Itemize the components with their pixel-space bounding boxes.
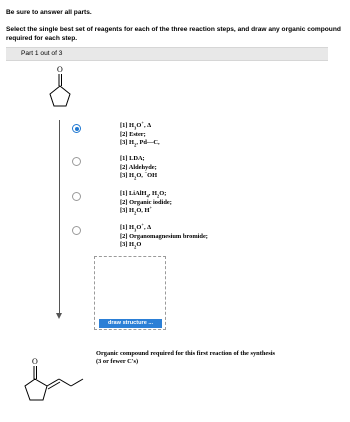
option-2-step-3: [3] $H_2O$, −OH xyxy=(120,170,158,181)
option-1-step-1: [1] $H_3O^+$, Δ xyxy=(120,119,152,131)
svg-text:O: O xyxy=(57,65,63,74)
part-label: Part 1 out of 3 xyxy=(21,50,63,57)
option-1-step-2: [2] Ester; xyxy=(120,130,146,138)
synthesis-arrow-head-icon xyxy=(56,313,62,319)
radio-option-1[interactable] xyxy=(72,124,81,133)
required-compound-caption: Organic compound required for this first reaction of the synthesis (3 or fewer C's) xyxy=(96,350,275,366)
option-4-step-3: [3] $H_2O$ xyxy=(120,241,142,250)
synthesis-arrow-shaft xyxy=(59,120,60,317)
option-4-step-2: [2] Organomagnesium bromide; xyxy=(120,232,208,240)
option-1-step-3: [3] $H_2$, Pd—C, xyxy=(120,139,160,148)
option-3-step-2: [2] Organic iodide; xyxy=(120,198,172,206)
radio-option-2[interactable] xyxy=(72,157,81,166)
part-header-bar xyxy=(6,47,328,61)
option-3-step-1: [1] LiAlH$_4$, $H_2O$; xyxy=(120,190,167,199)
option-4-step-1: [1] $H_3O^+$, Δ xyxy=(120,221,152,233)
option-2-step-2: [2] Aldehyde; xyxy=(120,163,157,171)
draw-structure-button[interactable]: draw structure ... xyxy=(99,319,162,328)
svg-text:O: O xyxy=(32,357,38,366)
cyclopentanone-structure-icon xyxy=(40,64,80,114)
instruction-select-reagents: Select the single best set of reagents for each of the three reaction steps, and draw any organic compound required for each step. xyxy=(6,26,341,42)
product-structure-icon xyxy=(22,355,112,419)
instruction-answer-all: Be sure to answer all parts. xyxy=(6,9,92,16)
option-2-step-1: [1] LDA; xyxy=(120,155,145,162)
radio-option-3[interactable] xyxy=(72,192,81,201)
option-3-step-3: [3] $H_2O$, H+ xyxy=(120,205,153,216)
radio-option-4[interactable] xyxy=(72,226,81,235)
